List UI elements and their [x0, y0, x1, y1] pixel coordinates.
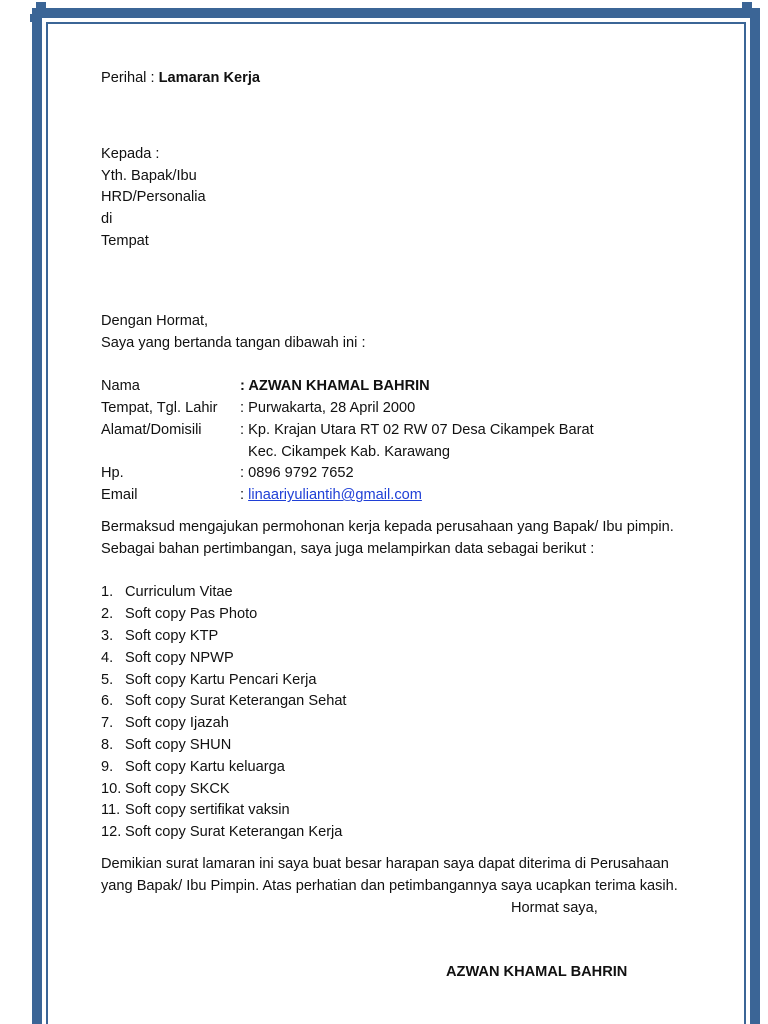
list-text: Soft copy sertifikat vaksin [125, 802, 290, 819]
list-text: Soft copy NPWP [125, 649, 234, 666]
recipient-line: di [101, 211, 113, 228]
list-text: Soft copy Kartu keluarga [125, 758, 285, 775]
list-item [101, 800, 701, 822]
subject-line [101, 68, 701, 90]
list-number: 6. [101, 693, 114, 710]
list-number: 9. [101, 758, 114, 775]
list-item [101, 604, 701, 626]
list-item [101, 691, 701, 713]
closing-paragraph-line: yang Bapak/ Ibu Pimpin. Atas perhatian dan petimbangannya saya ucapkan terima kasih. [101, 877, 678, 894]
list-number: 3. [101, 627, 114, 644]
field-name-row [101, 376, 701, 398]
list-text: Soft copy Surat Keterangan Sehat [125, 693, 347, 710]
body-paragraph-line: Bermaksud mengajukan permohonan kerja kepada perusahaan yang Bapak/ Ibu pimpin. [101, 518, 674, 535]
list-item [101, 779, 701, 801]
recipient-line: Yth. Bapak/Ibu [101, 167, 197, 184]
list-item [101, 757, 701, 779]
list-number: 7. [101, 715, 114, 732]
subject-text: Lamaran Kerja [158, 70, 260, 86]
field-label: Alamat/Domisili [101, 421, 202, 438]
list-text: Soft copy Surat Keterangan Kerja [125, 824, 343, 841]
recipient-line: HRD/Personalia [101, 189, 206, 206]
list-item [101, 648, 701, 670]
body-paragraph-line: Sebagai bahan pertimbangan, saya juga melampirkan data sebagai berikut : [101, 540, 595, 557]
field-email-row [101, 485, 701, 507]
intro-text: Saya yang bertanda tangan dibawah ini : [101, 334, 366, 351]
list-text: Soft copy Pas Photo [125, 606, 258, 623]
field-value: : Purwakarta, 28 April 2000 [240, 399, 416, 416]
subject-prefix: Perihal : [101, 70, 159, 86]
field-address-row-2 [101, 442, 701, 464]
list-item [101, 735, 701, 757]
applicant-details [101, 376, 701, 507]
list-number: 12. [101, 824, 122, 841]
email-link[interactable]: linaariyuliantih@gmail.com [248, 487, 422, 504]
attachment-list [101, 582, 701, 844]
field-value: : AZWAN KHAMAL BAHRIN [240, 378, 430, 395]
list-text: Curriculum Vitae [125, 584, 233, 601]
field-label: Tempat, Tgl. Lahir [101, 399, 218, 416]
list-number: 2. [101, 606, 114, 623]
border-corner-top-left [36, 2, 46, 12]
list-number: 11. [101, 802, 121, 819]
letter-body [101, 68, 701, 898]
field-birth-row [101, 398, 701, 420]
list-text: Soft copy Ijazah [125, 715, 229, 732]
salutation: Hormat saya, [511, 900, 598, 916]
list-text: Soft copy SHUN [125, 736, 232, 753]
list-item [101, 670, 701, 692]
list-number: 5. [101, 671, 114, 688]
field-label: Hp. [101, 465, 124, 482]
list-item [101, 713, 701, 735]
list-number: 10. [101, 780, 122, 797]
list-item [101, 582, 701, 604]
list-number: 1. [101, 584, 114, 601]
recipient-block [101, 144, 701, 253]
border-corner-top-left-inner [30, 14, 38, 22]
list-number: 4. [101, 649, 114, 666]
field-label: Nama [101, 378, 140, 395]
list-item [101, 822, 701, 844]
greeting: Dengan Hormat, [101, 312, 209, 329]
field-value: : Kp. Krajan Utara RT 02 RW 07 Desa Cikampek Barat [240, 421, 594, 438]
field-label: Email [101, 487, 138, 504]
recipient-line: Tempat [101, 232, 149, 249]
list-text: Soft copy SKCK [125, 780, 230, 797]
list-text: Soft copy KTP [125, 627, 219, 644]
list-text: Soft copy Kartu Pencari Kerja [125, 671, 317, 688]
field-address-row [101, 420, 701, 442]
closing-paragraph-line: Demikian surat lamaran ini saya buat besar harapan saya dapat diterima di Perusahaan [101, 855, 669, 872]
border-corner-top-right-inner [752, 14, 760, 22]
border-corner-top-right [742, 2, 752, 12]
recipient-line: Kepada : [101, 145, 160, 162]
signature-name: AZWAN KHAMAL BAHRIN [446, 964, 628, 980]
field-value: Kec. Cikampek Kab. Karawang [248, 443, 450, 460]
field-phone-row [101, 463, 701, 485]
email-colon: : [240, 487, 249, 504]
list-item [101, 626, 701, 648]
field-value: : 0896 9792 7652 [240, 465, 354, 482]
list-number: 8. [101, 736, 114, 753]
